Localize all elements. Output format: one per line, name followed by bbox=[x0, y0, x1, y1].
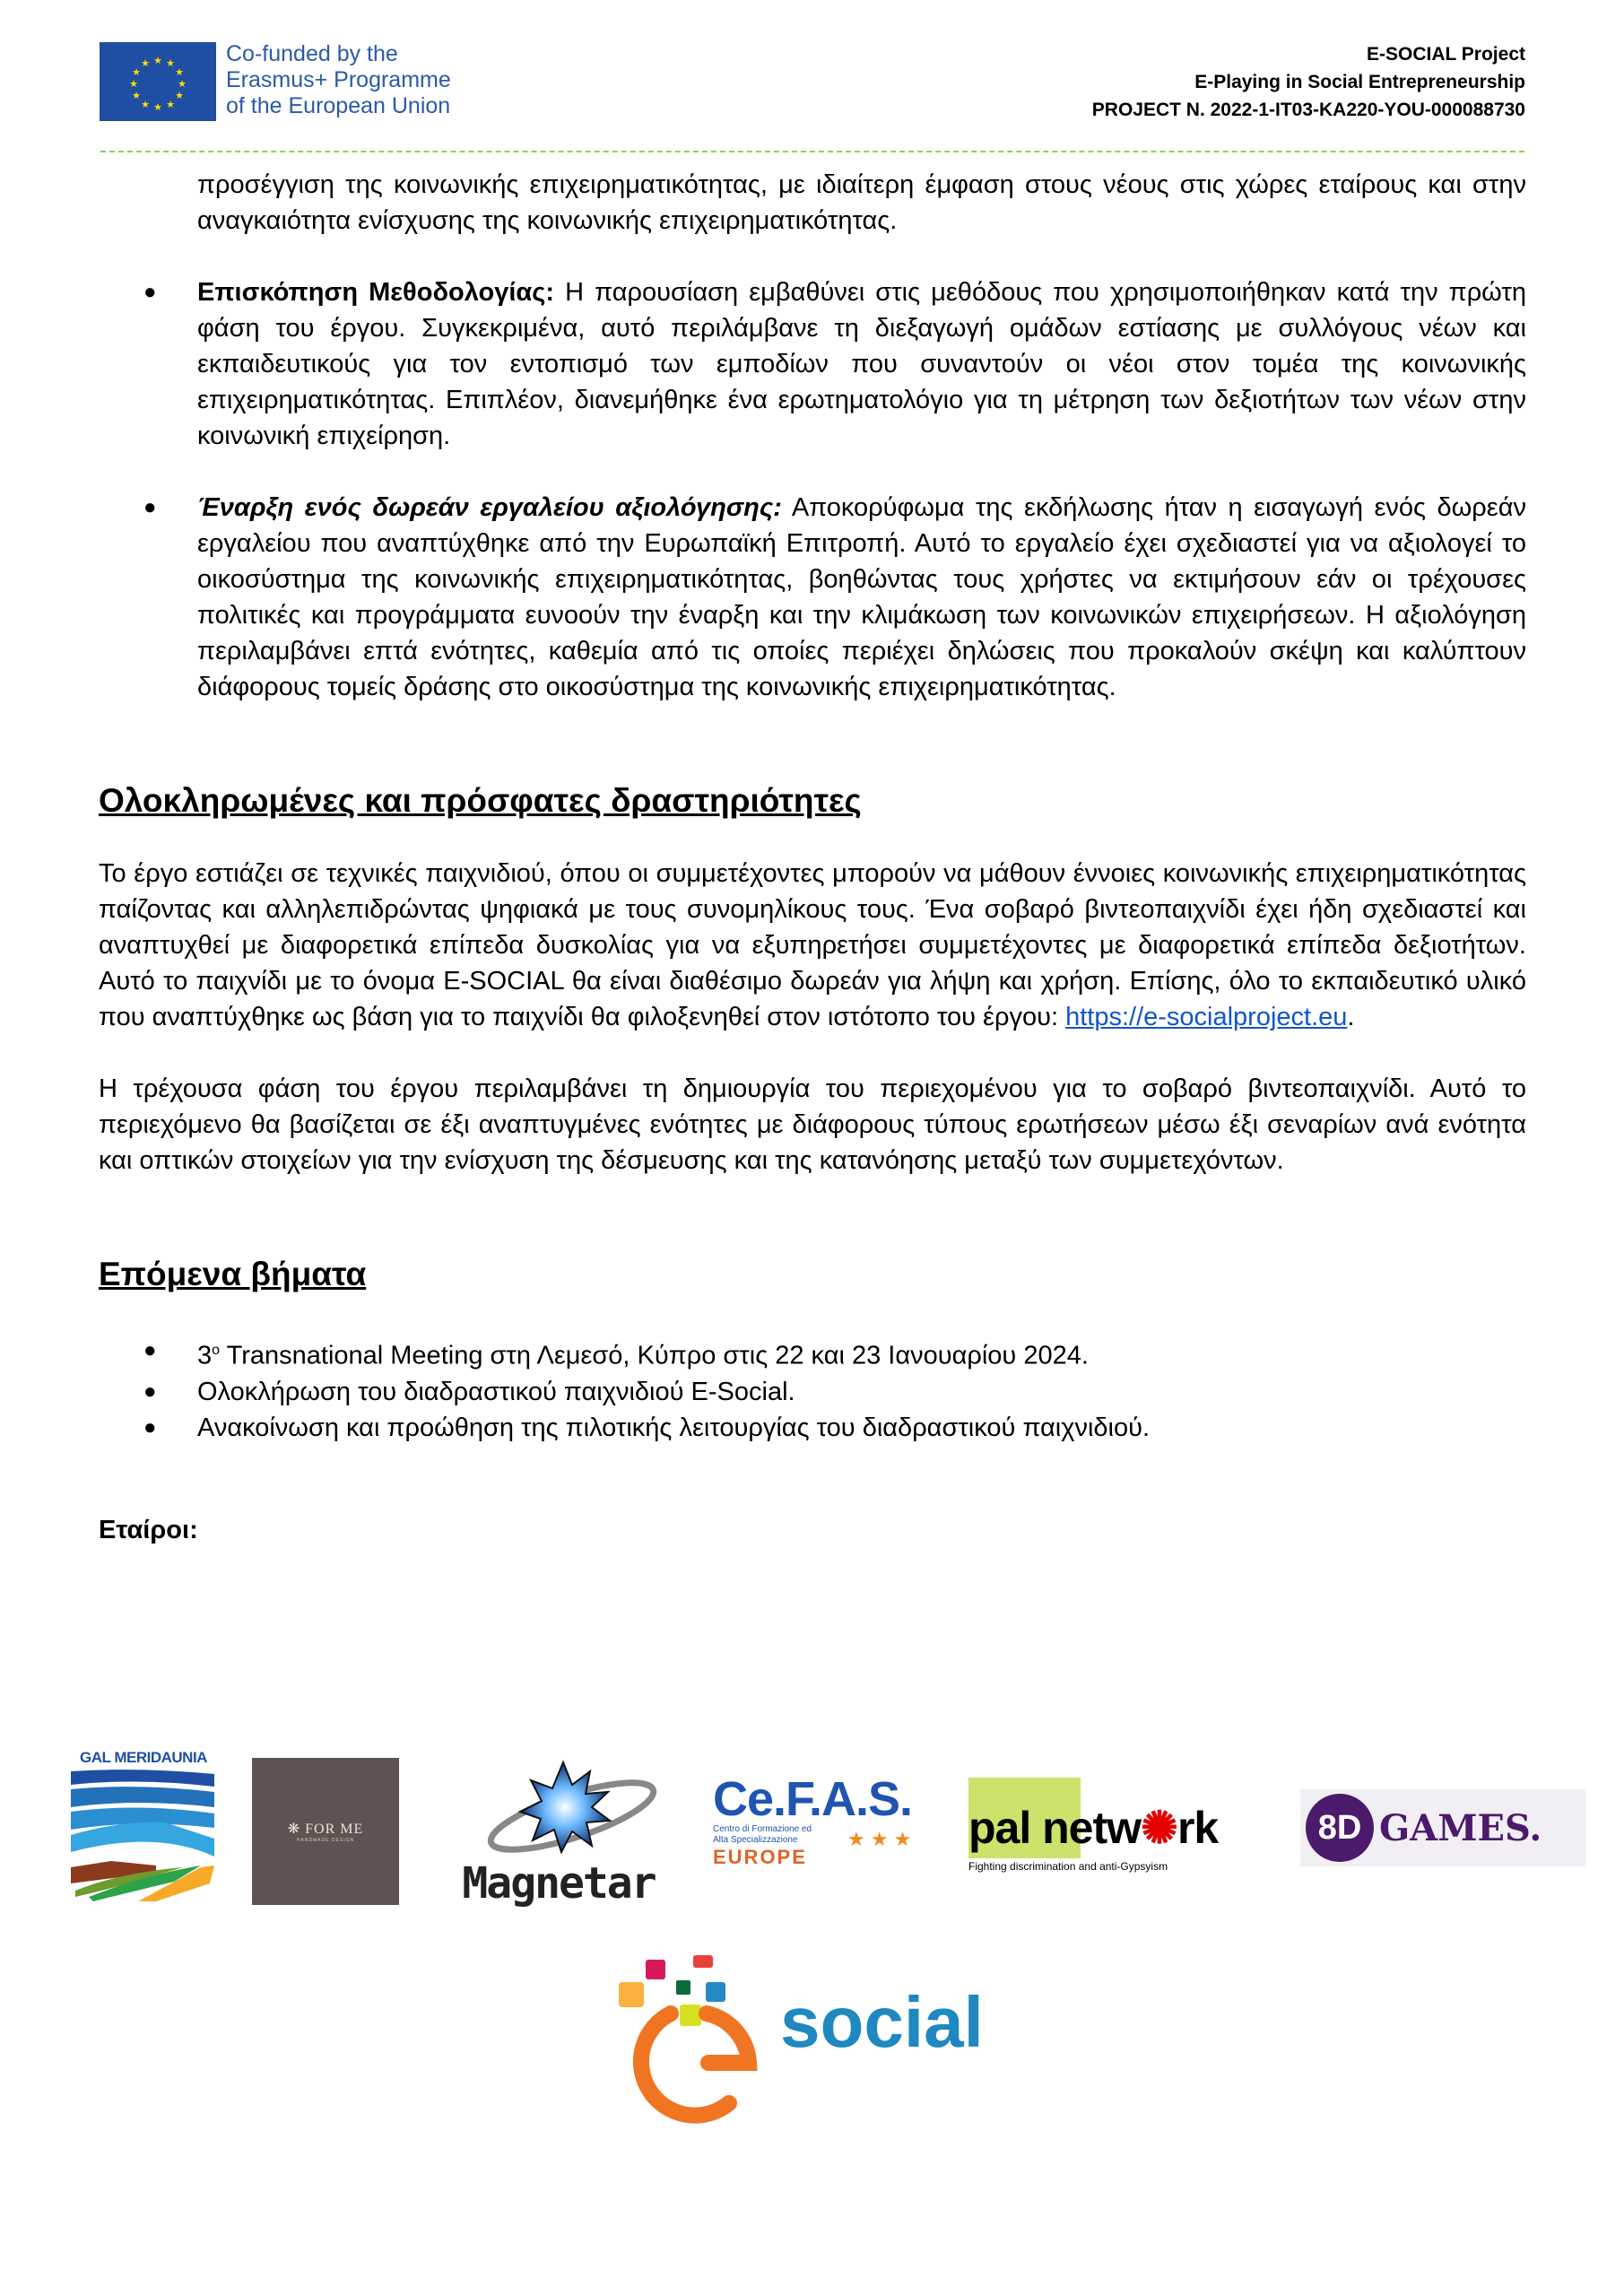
svg-text:★: ★ bbox=[132, 90, 141, 101]
header-divider bbox=[100, 151, 1524, 152]
list-item: ● Ανακοίνωση και προώθηση της πιλοτικής λειτουργίας του διαδραστικού παιχνιδιού. bbox=[99, 1410, 1526, 1446]
highlights-list bbox=[99, 274, 1526, 705]
for-me-logo: ❋ FOR ME HANDMADE DESIGN bbox=[252, 1758, 399, 1905]
landscape-icon bbox=[66, 1767, 221, 1901]
svg-text:★: ★ bbox=[178, 78, 187, 90]
activities-paragraph-2: Η τρέχουσα φάση του έργου περιλαμβάνει τη δημιουργία του περιεχομένου για το σοβαρό βιντεοπαιχνίδι. Αυτό το περιεχόμενο θα βασίζεται σε έξι αναπτυγμένες ενότητες με διάφορους τύπους ερωτήσεων μέσω έξι σεναρίων ανά ενότητα και οπτικών στοιχείων για την ενίσχυση της δέσμευσης και της κατανόησης μεταξύ των συμμετεχόντων. bbox=[99, 1074, 1526, 1175]
activities-paragraph-1: Το έργο εστιάζει σε τεχνικές παιχνιδιού, όπου οι συμμετέχοντες μπορούν να μάθουν έννοιες κοινωνικής επιχειρηματικότητας παίζοντας και αλληλεπιδρώντας ψηφιακά με τους συνομηλίκους τους. Ένα σοβαρό βιντεοπαιχνίδι έχει ήδη σχεδιαστεί και αναπτυχθεί με διαφορετικά επίπεδα δυσκολίας για να εξυπηρετήσει συμμετέχοντες με διαφορετικά επίπεδα δεξιοτήτων. Αυτό το παιχνίδι με το όνομα E-SOCIAL θα είναι διαθέσιμο δωρεάν για λήψη και χρήση. Επίσης, όλο το εκπαιδευτικό υλικό που αναπτύχθηκε ως βάση για το παιχνίδι θα φιλοξενηθεί στον ιστότοπο του έργου: https://e-socialproject.eu. bbox=[99, 859, 1526, 1031]
8d-games-logo: 8D GAMES. bbox=[1300, 1789, 1585, 1866]
list-item: ● 3$^o$ Transnational Meeting στη Λεμεσό, Κύπρο στις 22 και 23 Ιανουαρίου 2024. bbox=[99, 1333, 1526, 1374]
section-heading-next-steps: Επόμενα βήματα bbox=[99, 1256, 367, 1292]
section-heading-activities: Ολοκληρωμένες και πρόσφατες δραστηριότητες bbox=[99, 782, 862, 819]
pal-network-logo: pal netw✺rk Fighting discrimination and anti-Gypsyism bbox=[964, 1776, 1287, 1874]
bullet-title: Επισκόπηση Μεθοδολογίας: bbox=[197, 278, 554, 307]
roma-wheel-icon: ✺ bbox=[1141, 1803, 1177, 1853]
svg-text:★: ★ bbox=[166, 99, 175, 110]
eu-cofunded-text: Co-funded by the Erasmus+ Programme of the European Union bbox=[226, 41, 451, 118]
svg-text:★: ★ bbox=[153, 101, 162, 113]
svg-text:★: ★ bbox=[175, 66, 184, 78]
document-body bbox=[99, 167, 1526, 1545]
gal-meridaunia-logo: GAL MERIDAUNIA bbox=[66, 1749, 221, 1903]
e-social-mark-icon bbox=[610, 1955, 789, 2135]
project-subtitle: E-Playing in Social Entrepreneurship bbox=[1194, 72, 1525, 92]
svg-text:★: ★ bbox=[141, 57, 150, 69]
list-item: ● Επισκόπηση Μεθοδολογίας: Η παρουσίαση εμβαθύνει στις μεθόδους που χρησιμοποιήθηκαν κατά την πρώτη φάση του έργου. Συγκεκριμένα, αυτό περιλάμβανε τη διεξαγωγή ομάδων εστίασης με συλλόγους νέων και εκπαιδευτικούς για τον εντοπισμό των εμποδίων που συναντούν οι νέοι στον τομέα της κοινωνικής επιχειρηματικότητας. Επιπλέον, διανεμήθηκε ένα ερωτηματολόγιο για τη μέτρηση των δεξιοτήτων των νέων στην κοινωνική επιχείρηση. bbox=[99, 274, 1526, 454]
project-number: PROJECT N. 2022-1-IT03-KA220-YOU-000088730 bbox=[1091, 100, 1525, 120]
svg-text:★: ★ bbox=[166, 57, 175, 69]
partners-label: Εταίροι: bbox=[99, 1515, 198, 1544]
star-burst-icon bbox=[438, 1758, 680, 1857]
page-header bbox=[0, 0, 1624, 161]
svg-text:★: ★ bbox=[141, 99, 150, 110]
list-item: ● Ολοκλήρωση του διαδραστικού παιχνιδιού E-Social. bbox=[99, 1374, 1526, 1410]
cefas-logo: Ce.F.A.S. Centro di Formazione ed Alta Specializzazione EUROPE ★ ★ ★ bbox=[713, 1772, 913, 1868]
intro-continuation: προσέγγιση της κοινωνικής επιχειρηματικότητας, με ιδιαίτερη έμφαση στους νέους στις χώρες εταίρους και στην αναγκαιότητα ενίσχυσης της κοινωνικής επιχειρηματικότητας. bbox=[197, 170, 1526, 235]
stars-icon: ★ ★ ★ bbox=[847, 1828, 912, 1850]
eu-stars-icon bbox=[100, 42, 216, 121]
next-steps-list bbox=[99, 1333, 1526, 1446]
e-social-logo: social bbox=[610, 1955, 1004, 2135]
snowflake-icon: ❋ bbox=[287, 1822, 301, 1837]
magnetar-logo: Magnetar bbox=[438, 1758, 680, 1910]
bullet-title: Έναρξη ενός δωρεάν εργαλείου αξιολόγησης: bbox=[197, 493, 782, 522]
list-item: ● Έναρξη ενός δωρεάν εργαλείου αξιολόγησης: Αποκορύφωμα της εκδήλωσης ήταν η εισαγωγή ενός δωρεάν εργαλείου που αναπτύχθηκε από την Ευρωπαϊκή Επιτροπή. Αυτό το εργαλείο έχει σχεδιαστεί για να αξιολογεί το οικοσύστημα της κοινωνικής επιχειρηματικότητας, βοηθώντας τους χρήστες να εκτιμήσουν εάν οι τρέχουσες πολιτικές και προγράμματα ευνοούν την έναρξη και την κλιμάκωση των κοινωνικών επιχειρήσεων. Η αξιολόγηση περιλαμβάνει επτά ενότητες, καθεμία από τις οποίες περιέχει δηλώσεις που προκαλούν σκέψη και καλύπτουν διάφορους τομείς δράσης στο οικοσύστημα της κοινωνικής επιχειρηματικότητας. bbox=[99, 490, 1526, 705]
svg-text:★: ★ bbox=[175, 90, 184, 101]
eu-flag-logo bbox=[100, 42, 216, 121]
svg-text:★: ★ bbox=[129, 78, 138, 90]
svg-text:★: ★ bbox=[132, 66, 141, 78]
project-website-link[interactable]: https://e-socialproject.eu bbox=[1065, 1003, 1348, 1031]
project-name: E-SOCIAL Project bbox=[1367, 44, 1525, 65]
svg-text:★: ★ bbox=[153, 55, 162, 66]
project-info bbox=[1092, 40, 1525, 124]
